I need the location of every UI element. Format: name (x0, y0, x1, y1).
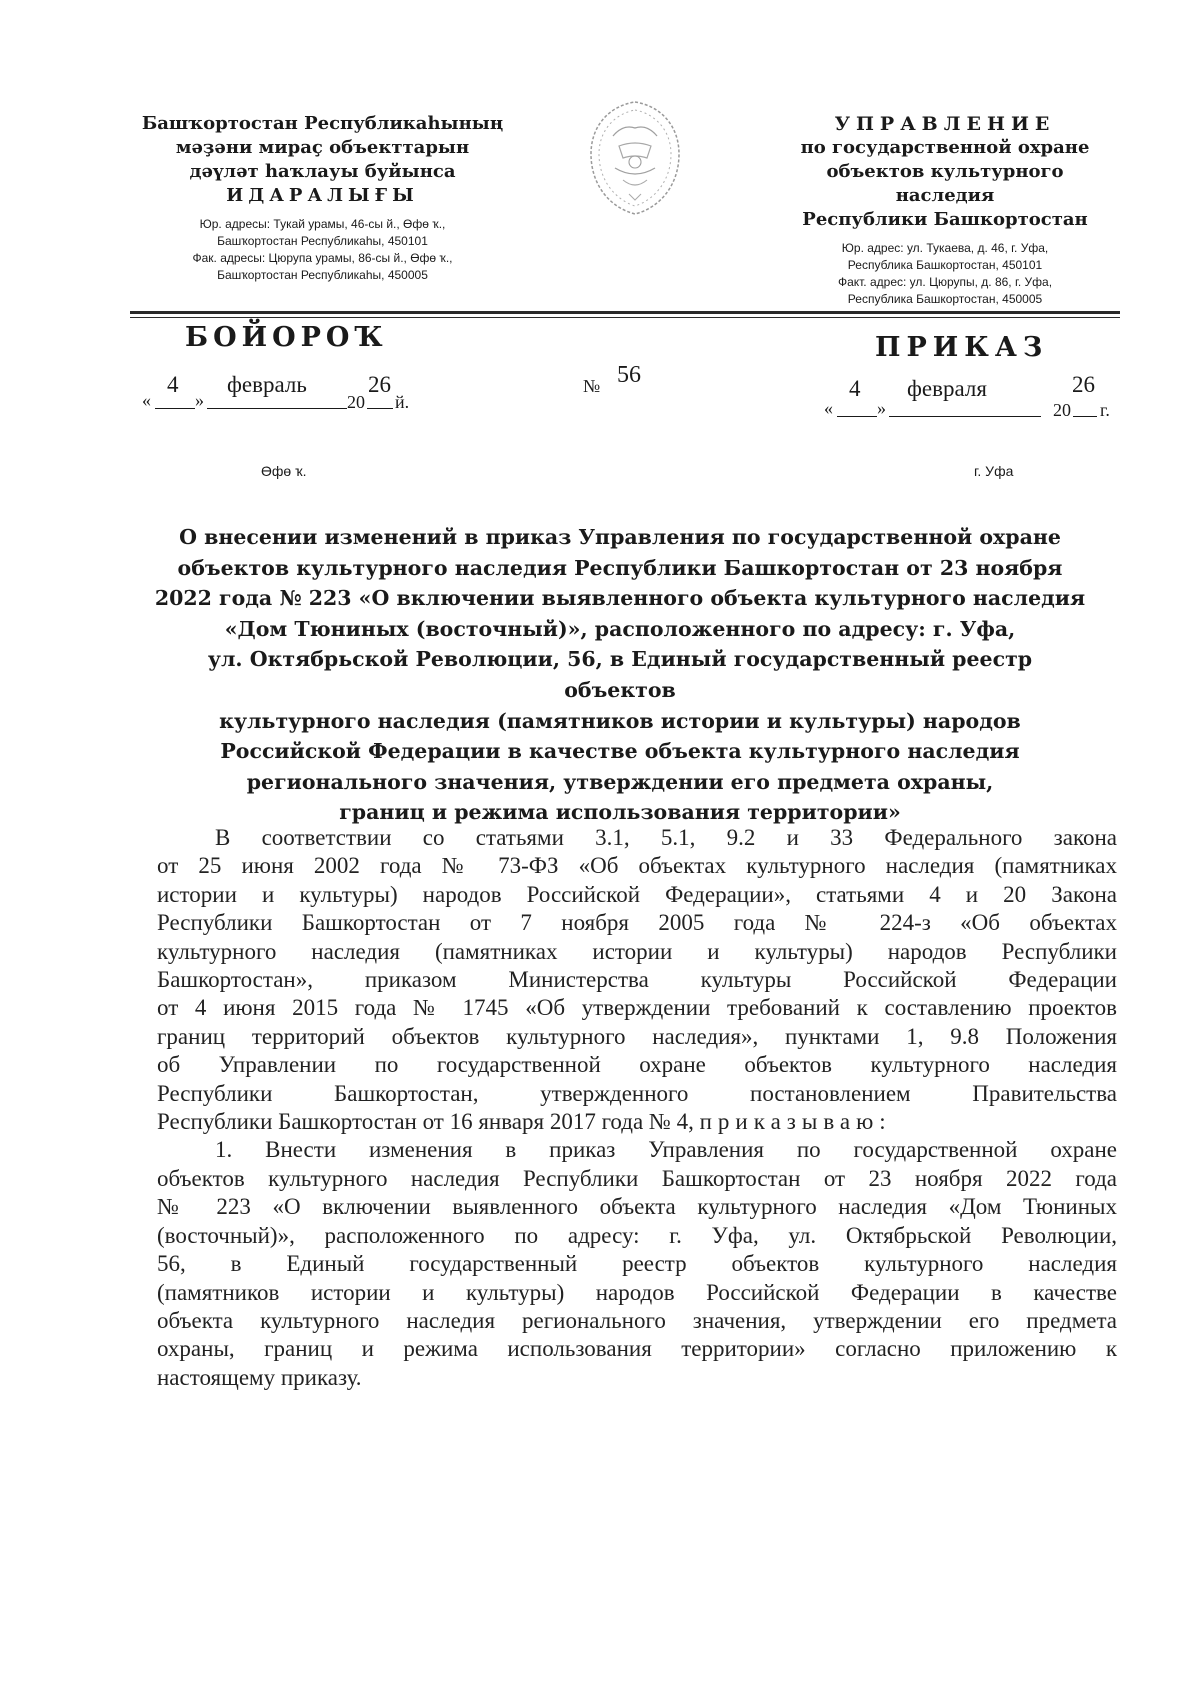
org-line: Республики Башкортостан (802, 209, 1088, 230)
heading-line: 2022 года № 223 «О включении выявленного объекта культурного наследия (154, 586, 1086, 611)
order-number: 56 (617, 362, 641, 388)
body-line: (памятников истории и культуры) народов Российской Федерации в качестве (157, 1279, 1117, 1305)
date-century: 20 (1053, 400, 1071, 420)
header-right (775, 112, 1115, 308)
body-line: от 25 июня 2002 года № 73-ФЗ «Об объектах культурного наследия (памятниках (157, 853, 1117, 879)
heading-line: «Дом Тюниных (восточный)», расположенного по адресу: г. Уфа, (224, 616, 1016, 641)
body-line: объектов культурного наследия Республики Башкортостан от 23 ноября 2022 года (157, 1165, 1117, 1191)
date-open-quote: « (824, 398, 833, 418)
address-line: Башҡортостан Республикаһы, 450101 (217, 234, 428, 248)
org-line: УПРАВЛЕНИЕ (834, 113, 1056, 135)
heading-line: культурного наследия (памятников истории и культуры) народов (219, 708, 1021, 733)
date-right (817, 368, 1117, 428)
date-month-underline (207, 408, 347, 409)
date-suffix: г. (1100, 400, 1110, 420)
org-line: Башҡортостан Республикаһының (141, 113, 504, 134)
date-suffix: й. (395, 392, 410, 412)
order-word: приказываю: (699, 1109, 892, 1135)
body-line: № 223 «О включении выявленного объекта культурного наследия «Дом Тюниных (157, 1194, 1117, 1220)
header-divider-thin (130, 317, 1120, 318)
date-close-quote: » (195, 390, 204, 410)
body-line: 1. Внести изменения в приказ Управления по государственной охране (215, 1137, 1117, 1163)
city-russian: г. Уфа (974, 463, 1014, 479)
date-close-quote: » (877, 398, 886, 418)
date-month: февраль (227, 372, 307, 397)
body-line: Республики Башкортостан от 7 ноября 2005 года № 224-з «Об объектах (157, 910, 1117, 936)
body-line: объекта культурного наследия регионального значения, утверждении его предмета (157, 1307, 1117, 1333)
order-heading (150, 522, 1090, 828)
coat-of-arms-emblem (583, 96, 687, 220)
doc-title-russian: ПРИКАЗ (875, 332, 1049, 363)
org-line: ИДАРАЛЫҒЫ (226, 185, 419, 206)
date-day: 4 (167, 372, 179, 397)
date-year: 26 (368, 372, 391, 397)
address-line: Башҡортостан Республикаһы, 450005 (217, 268, 428, 282)
city-bashkir: Өфө ҡ. (261, 463, 307, 479)
date-month-underline (889, 416, 1041, 417)
address-bashkir (135, 216, 510, 284)
address-line: Фак. адресы: Цюрупа урамы, 86-сы й., Өфө ҡ., (192, 251, 453, 265)
address-line: Республика Башкортостан, 450101 (847, 258, 1043, 272)
order-number-label: № (583, 376, 601, 396)
heading-line: объектов культурного наследия Республики Башкортостан от 23 ноября (177, 555, 1063, 580)
heading-line: регионального значения, утверждении его предмета охраны, (246, 769, 994, 794)
heading-line: границ и режима использования территории» (339, 800, 901, 825)
heading-line: ул. Октябрьской Революции, 56, в Единый государственный реестр объектов (207, 647, 1033, 702)
address-russian (775, 240, 1115, 308)
address-line: Юр. адрес: ул. Тукаева, д. 46, г. Уфа, (841, 241, 1049, 255)
heading-line: О внесении изменений в приказ Управления по государственной охране (179, 525, 1061, 549)
order-body (157, 824, 1117, 1392)
body-line: настоящему приказу. (157, 1364, 362, 1390)
date-day: 4 (849, 376, 861, 401)
org-line: по государственной охране (800, 137, 1090, 158)
body-line: от 4 июня 2015 года № 1745 «Об утверждении требований к составлению проектов (157, 995, 1117, 1021)
org-name-russian (775, 112, 1115, 232)
doc-title-bashkir: БОЙОРОҠ (185, 322, 388, 353)
org-name-bashkir (135, 112, 510, 208)
body-line-text: Республики Башкортостан от 16 января 2017 года № 4, (157, 1109, 694, 1135)
heading-line: Российской Федерации в качестве объекта культурного наследия (220, 739, 1020, 764)
body-line: об Управлении по государственной охране объектов культурного наследия (157, 1052, 1117, 1078)
date-left (135, 360, 435, 420)
body-line: границ территорий объектов культурного наследия», пунктами 1, 9.8 Положения (157, 1023, 1117, 1049)
date-year: 26 (1072, 372, 1095, 397)
body-line: охраны, границ и режима использования территории» согласно приложению к (157, 1336, 1117, 1362)
date-day-underline (155, 408, 195, 409)
body-line: Башкортостан», приказом Министерства культуры Российской Федерации (157, 967, 1117, 993)
header-divider-thick (130, 311, 1120, 314)
address-line: Юр. адресы: Тукай урамы, 46-сы й., Өфө ҡ., (199, 217, 446, 231)
body-line: 56, в Единый государственный реестр объектов культурного наследия (157, 1251, 1117, 1277)
body-line: Республики Башкортостан, утвержденного постановлением Правительства (157, 1080, 1117, 1106)
date-open-quote: « (142, 390, 151, 410)
body-line: истории и культуры) народов Российской Федерации», статьями 4 и 20 Закона (157, 881, 1117, 907)
date-year-underline (367, 408, 393, 409)
org-line: объектов культурного наследия (826, 161, 1064, 206)
date-year-underline (1073, 416, 1097, 417)
address-line: Республика Башкортостан, 450005 (847, 292, 1043, 306)
date-century: 20 (347, 392, 365, 412)
date-month: февраля (907, 376, 987, 401)
org-line: дәүләт һаҡлауы буйынса (189, 161, 456, 182)
address-line: Факт. адрес: ул. Цюрупы, д. 86, г. Уфа, (837, 275, 1053, 289)
body-line: В соответствии со статьями 3.1, 5.1, 9.2 и 33 Федерального закона (215, 825, 1117, 850)
date-day-underline (837, 416, 877, 417)
body-line: культурного наследия (памятниках истории и культуры) народов Республики (157, 938, 1117, 964)
org-line: мәҙәни мираҫ объекттарын (175, 137, 470, 158)
header-left (135, 112, 510, 284)
body-line-order (157, 1108, 1117, 1136)
body-line: (восточный)», расположенного по адресу: г. Уфа, ул. Октябрьской Революции, (157, 1222, 1117, 1248)
